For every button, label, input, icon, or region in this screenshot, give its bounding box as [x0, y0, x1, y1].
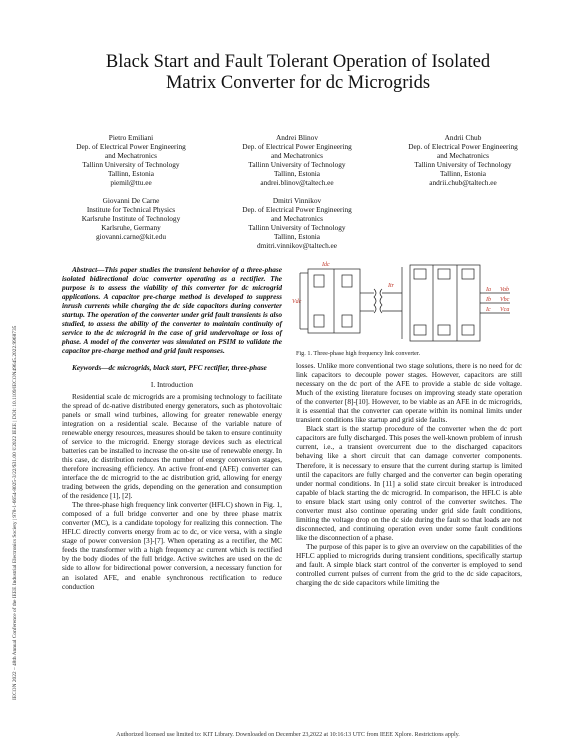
- label-vbc: Vbc: [500, 297, 510, 303]
- author-line: Karlsruhe Institute of Technology: [81, 214, 181, 224]
- author-line: Karlsruhe, Germany: [101, 223, 161, 233]
- author-2: [214, 133, 380, 188]
- author-line: giovanni.carne@kit.edu: [96, 232, 166, 242]
- left-paragraphs: [62, 392, 282, 591]
- side-copyright-text: IECON 2022 – 48th Annual Conference of the IEEE Industrial Electronics Society | 978-1-6654-8025-3/22/$31.00 ©2022 IEEE | DOI: 10.1109/IECON49645.2022.9968735: [12, 325, 18, 700]
- author-line: and Mechatronics: [270, 214, 324, 224]
- paragraph: The purpose of this paper is to give an overview on the capabilities of the HFLC applied to microgrids during transient conditions, specifically startup and fault. A simple black start control of the converter is employed to send controlled current pulses of current from the grid to the dc side capacitors, charging the dc side capacitors while limiting the: [296, 541, 522, 588]
- author-line: piemil@ttu.ee: [110, 178, 152, 188]
- title-line-1: Black Start and Fault Tolerant Operation of Isolated: [105, 52, 491, 72]
- author-line: Dep. of Electrical Power Engineering: [76, 142, 186, 152]
- author-4: [48, 196, 214, 241]
- paragraph: losses. Unlike more conventional two stage solutions, there is no need for dc link capacitors to decouple power stages. However, capacitors are still necessary on the dc port of the AFE to provide a stable dc side voltage. Much of the existing literature focuses on improving steady state operation of the converter [8]-[10]. However, to be viable as an AFE in dc microgrids, it is essential that the converter can operate within its nominal limits under transient conditions like startup and grid side faults.: [296, 361, 522, 425]
- label-ia: Ia: [486, 287, 491, 293]
- author-line: andrii.chub@taltech.ee: [429, 178, 497, 188]
- author-line: Tallinn University of Technology: [248, 223, 346, 233]
- label-idc: Idc: [322, 262, 330, 268]
- author-line: and Mechatronics: [270, 151, 324, 161]
- converter-figure: [292, 259, 522, 349]
- author-line: and Mechatronics: [104, 151, 158, 161]
- label-itr: Itr: [388, 283, 394, 289]
- paragraph: Black start is the startup procedure of the converter when the dc port capacitors are fully discharged. This poses the well-known problem of inrush current, i.e., a transient overcurrent due to the discharged capacitors behaving like a short circuit that can damage converter components. Therefore, it is necessary to ensure that the current during startup is limited until the capacitors are fully charged and the converter can begin operating under normal conditions. In [11] a solid state circuit breaker is introduced capable of black starting the dc microgrid. In comparison, the HFLC is able to ensure black start using only control of the converter switches. The converter must also continue operating under grid side fault conditions, limiting the voltage drop on the dc side during the fault so that loads are not disconnected, and continuing operation even under some fault conditions like the disconnection of a phase.: [296, 424, 522, 542]
- abstract-label: Abstract: [72, 265, 98, 274]
- right-column: [296, 361, 522, 587]
- keywords-label: Keywords: [72, 363, 102, 373]
- label-vca: Vca: [500, 307, 510, 313]
- author-line: Dep. of Electrical Power Engineering: [242, 142, 352, 152]
- author-1: [48, 133, 214, 188]
- author-line: Tallinn, Estonia: [273, 232, 321, 242]
- title-line-2: Matrix Converter for dc Microgrids: [165, 73, 431, 93]
- author-line: Andrii Chub: [444, 133, 482, 142]
- keywords-text: dc microgrids, black start, PFC rectifier, three-phase: [108, 363, 267, 373]
- author-line: Tallinn, Estonia: [439, 169, 487, 179]
- author-line: Dep. of Electrical Power Engineering: [242, 205, 352, 215]
- paragraph: Residential scale dc microgrids are a promising technology to facilitate the spread of dc-native distributed energy generators, such as photovoltaic panels or small wind turbines, allowing for greater renewable energy integration on a residential scale. Because of the variable nature of renewable energy resources, measures should be taken to ensure continuity of service to the microgrid. Energy storage devices such as electrical batteries can be installed to increase the on-site use of renewable energy. In this case, dc distribution reduces the number of energy conversion stages, therefore increasing efficiency. An active front-end (AFE) converter can interface the dc microgrid to the ac distribution grid, allowing for energy trading between the grids, depending on the generation and consumption of the residence [1], [2].: [62, 391, 282, 501]
- author-line: and Mechatronics: [436, 151, 490, 161]
- label-ib: Ib: [486, 297, 491, 303]
- footer-license: Authorized licensed use limited to: KIT Library. Downloaded on December 23,2022 at 10:16:13 UTC from IEEE Xplore. Restrictions apply.: [116, 732, 460, 738]
- paragraph: The three-phase high frequency link converter (HFLC) shown in Fig. 1, composed of a full bridge converter and one by three phase matrix converter (MC), is a candidate topology for realizing this connection. The HFLC directly converts energy from ac to dc, or vice versa, with a single stage of power conversion [3]-[7]. When operating as a rectifier, the MC feeds the transformer with a high frequency ac current which is rectified by the body diodes of the full bridge. Active switches are used on the dc side to allow for bidirectional power conversion, a necessary function for an isolated AFE, and enable synchronous rectification to reduce conduction: [62, 500, 282, 591]
- author-3: [380, 133, 546, 188]
- left-column: [62, 265, 282, 591]
- abstract-text: This paper studies the transient behavior of a three-phase isolated bidirectional dc/ac converter operating as a rectifier. The purpose is to assess the viability of this converter for dc microgrid applications. A capacitor pre-charge method is developed to suppress inrush currents while charging the dc side capacitors during converter startup. The operation of the converter under grid fault transients is also studied, to assess the ability of the converter to maintain continuity of service to the dc microgrid in the case of grid undervoltage or loss of phase. A model of the converter was simulated on PSIM to validate the capacitor pre-charge method and grid fault responses.: [62, 265, 282, 356]
- author-5: [214, 196, 380, 251]
- author-line: Tallinn University of Technology: [414, 160, 512, 170]
- label-vdc: Vdc: [292, 299, 302, 305]
- abstract: Abstract—This paper studies the transient behavior of a three-phase isolated bidirectional dc/ac converter operating as a rectifier. The purpose is to assess the viability of this converter for dc microgrid applications. A capacitor pre-charge method is developed to suppress inrush currents while charging the dc side capacitors during converter startup. The operation of the converter under grid fault transients is also studied, to assess the ability of the converter to maintain continuity of service to the dc microgrid in the case of grid undervoltage or loss of phase. A model of the converter was simulated on PSIM to validate the capacitor pre-charge method and grid fault responses.: [62, 265, 282, 356]
- label-ic: Ic: [486, 307, 491, 313]
- author-line: Pietro Emiliani: [108, 133, 154, 142]
- paper-title: [50, 52, 546, 94]
- author-line: Giovanni De Carne: [102, 196, 160, 205]
- author-line: Tallinn University of Technology: [82, 160, 180, 170]
- author-line: andrei.blinov@taltech.ee: [260, 178, 334, 188]
- author-line: Dep. of Electrical Power Engineering: [408, 142, 518, 152]
- author-line: Tallinn, Estonia: [273, 169, 321, 179]
- author-line: Dmitri Vinnikov: [272, 196, 322, 205]
- author-line: Institute for Technical Physics: [86, 205, 176, 215]
- author-line: Tallinn, Estonia: [107, 169, 155, 179]
- label-vab: Vab: [500, 287, 509, 293]
- author-line: Tallinn University of Technology: [248, 160, 346, 170]
- matrix-converter-box: [410, 265, 480, 341]
- figure-caption: Fig. 1. Three-phase high frequency link converter.: [296, 350, 421, 357]
- author-line: Andrei Blinov: [276, 133, 318, 142]
- keywords: Keywords—dc microgrids, black start, PFC rectifier, three-phase: [72, 363, 267, 373]
- side-copyright: [3, 60, 18, 700]
- author-line: dmitri.vinnikov@taltech.ee: [256, 241, 338, 251]
- section-heading-introduction: I. Introduction: [150, 379, 194, 389]
